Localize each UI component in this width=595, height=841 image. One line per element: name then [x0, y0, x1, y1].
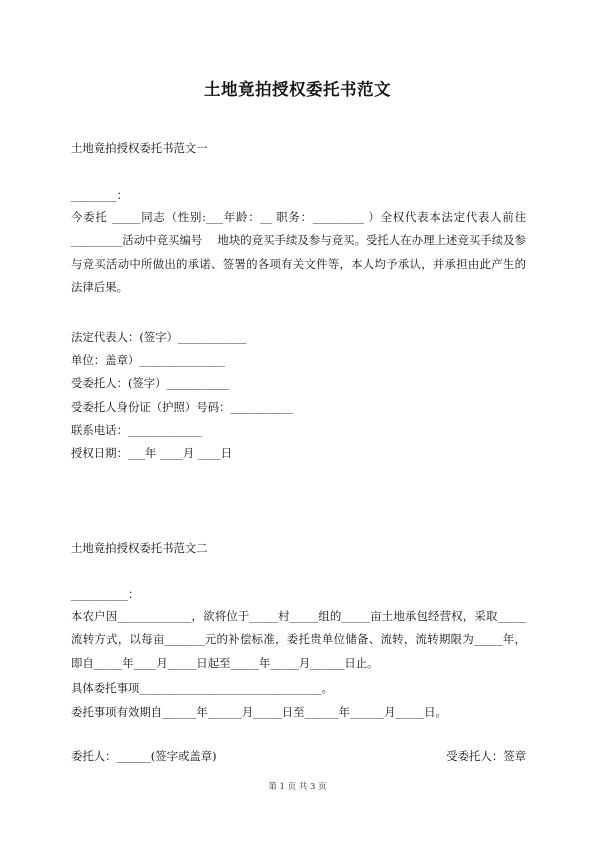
- section2-validity-period: 委托事项有效期自______年______月_____日至______年______月_____日。: [71, 705, 447, 719]
- field-legal-representative: 法定代表人：(签字）____________: [71, 330, 247, 344]
- section2-salutation: __________：: [71, 587, 140, 601]
- section1-salutation: ________：: [71, 188, 128, 202]
- field-trustee-id-number: 受委托人身份证（护照）号码：___________: [71, 400, 294, 414]
- signature-trustee: 受委托人：签章: [446, 749, 526, 763]
- section1-heading: 土地竟拍授权委托书范文一: [71, 141, 208, 155]
- section2-body: 本农户因_____________，欲将位于_____村_____组的_____亩土地承包经营权，采取_____流转方式，以每亩_______元的补偿标准，委托贵单位储备、流转，流转期限为_____年，即自_____年____月_____日起至_____年_____月______日止。: [71, 609, 526, 670]
- field-contact-phone: 联系电话：_____________: [71, 423, 202, 437]
- section1-body: 今委托 _____同志（性别:___年龄：__ 职务：_________ ）全权代表本法定代表人前往_________活动中竞买编号 地块的竞买手续及参与竞买。受托人在办理上述竞买手续及参与竞买活动中所做出的承诺、签署的各项有关文件等，本人均予承认，并承担由此产生的法律后果。: [71, 210, 526, 294]
- signature-entrusting-party: 委托人：______(签字或盖章): [71, 749, 217, 763]
- field-authorization-date: 授权日期：___年 ____月 ____日: [71, 446, 233, 460]
- field-unit-seal: 单位：盖章）_______________: [71, 353, 225, 367]
- section2-heading: 土地竟拍授权委托书范文二: [71, 541, 208, 555]
- section2-specific-matters: 具体委托事项________________________________。: [71, 681, 333, 695]
- document-title: 土地竟拍授权委托书范文: [204, 80, 391, 99]
- field-trustee-signature: 受委托人：(签字）___________: [71, 376, 230, 390]
- page-number: 第 1 页 共 3 页: [268, 782, 327, 792]
